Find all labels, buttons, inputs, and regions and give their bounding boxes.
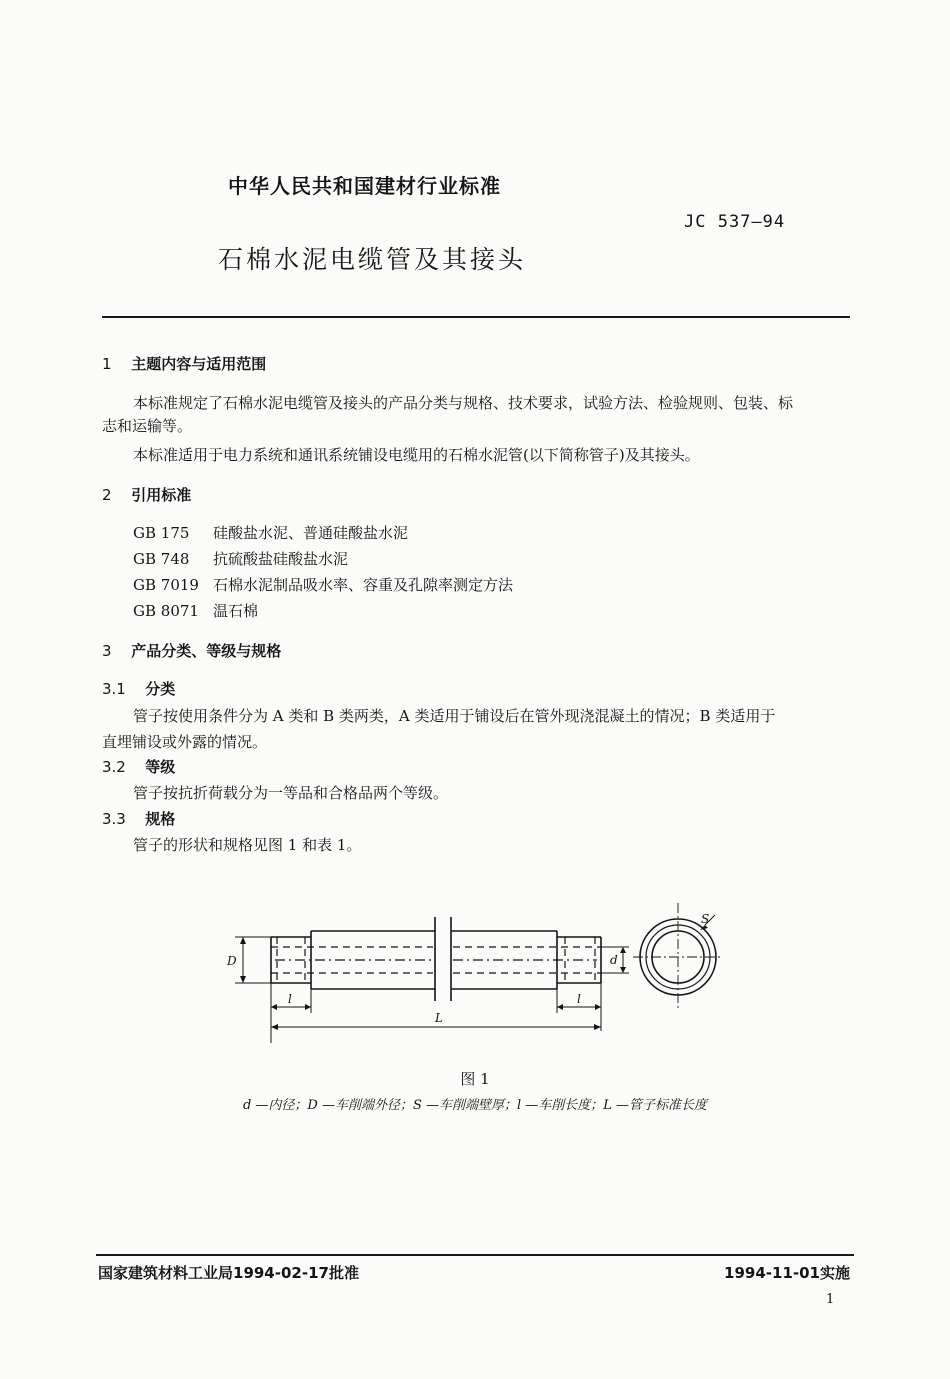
section-3-3-heading xyxy=(102,808,175,829)
footer-rule xyxy=(96,1254,854,1256)
ref-item xyxy=(133,548,348,569)
header-rule xyxy=(102,316,850,318)
standard-code: JC 537—94 xyxy=(684,212,786,232)
figure-legend: d —内径；D —车削端外径；S —车削端壁厚；l —车削长度；L —管子标准长度 xyxy=(242,1098,708,1113)
label-d: d xyxy=(610,953,618,967)
figure-caption: 图 1 xyxy=(460,1070,490,1088)
document-title: 石棉水泥电缆管及其接头 xyxy=(218,245,527,274)
effective-date: 1994-11-01实施 xyxy=(724,1264,850,1282)
label-l-left: l xyxy=(288,992,292,1006)
section-3-heading xyxy=(102,640,281,661)
s33-line: 管子的形状和规格见图 1 和表 1。 xyxy=(133,836,362,854)
section-title: 等级 xyxy=(145,758,176,776)
section-title: 产品分类、等级与规格 xyxy=(131,642,282,660)
ref-item xyxy=(133,574,513,595)
section-3-1-heading xyxy=(102,678,175,699)
section-title: 规格 xyxy=(145,810,176,828)
section-number: 2 xyxy=(102,486,112,504)
section-number: 3 xyxy=(102,642,112,660)
section-number: 3.3 xyxy=(102,810,126,828)
section-title: 引用标准 xyxy=(131,486,192,504)
section-1-heading xyxy=(102,353,266,374)
s1-para1-line2: 志和运输等。 xyxy=(102,417,193,435)
pipe-figure xyxy=(215,895,735,1045)
label-D: D xyxy=(227,954,237,968)
label-L: L xyxy=(435,1011,443,1025)
section-title: 主题内容与适用范围 xyxy=(131,355,267,373)
ref-code: GB 748 xyxy=(133,550,190,568)
ref-title: 硅酸盐水泥、普通硅酸盐水泥 xyxy=(213,524,409,542)
page-number: 1 xyxy=(826,1292,835,1307)
section-number: 3.2 xyxy=(102,758,126,776)
ref-code: GB 7019 xyxy=(133,576,199,594)
ref-code: GB 8071 xyxy=(133,602,199,620)
ref-item xyxy=(133,522,408,543)
s31-line2: 直埋铺设或外露的情况。 xyxy=(102,733,268,751)
s1-para1-line1: 本标准规定了石棉水泥电缆管及接头的产品分类与规格、技术要求，试验方法、检验规则、包装、标 xyxy=(133,394,794,412)
label-l-right: l xyxy=(577,992,581,1006)
label-S: S xyxy=(701,912,710,926)
ref-title: 石棉水泥制品吸水率、容重及孔隙率测定方法 xyxy=(213,576,514,594)
section-title: 分类 xyxy=(145,680,176,698)
ref-code: GB 175 xyxy=(133,524,190,542)
s1-para2: 本标准适用于电力系统和通讯系统铺设电缆用的石棉水泥管(以下简称管子)及其接头。 xyxy=(133,446,700,464)
section-3-2-heading xyxy=(102,756,175,777)
section-number: 3.1 xyxy=(102,680,126,698)
section-number: 1 xyxy=(102,355,112,373)
section-2-heading xyxy=(102,484,191,505)
ref-title: 抗硫酸盐硅酸盐水泥 xyxy=(213,550,349,568)
s32-line: 管子按抗折荷载分为一等品和合格品两个等级。 xyxy=(133,784,449,802)
standard-org: 中华人民共和国建材行业标准 xyxy=(228,174,501,198)
approval-date: 国家建筑材料工业局1994-02-17批准 xyxy=(98,1264,359,1282)
s31-line1: 管子按使用条件分为 A 类和 B 类两类，A 类适用于铺设后在管外现浇混凝土的情况；B 类适用于 xyxy=(133,707,776,725)
ref-title: 温石棉 xyxy=(213,602,259,620)
ref-item xyxy=(133,600,258,621)
